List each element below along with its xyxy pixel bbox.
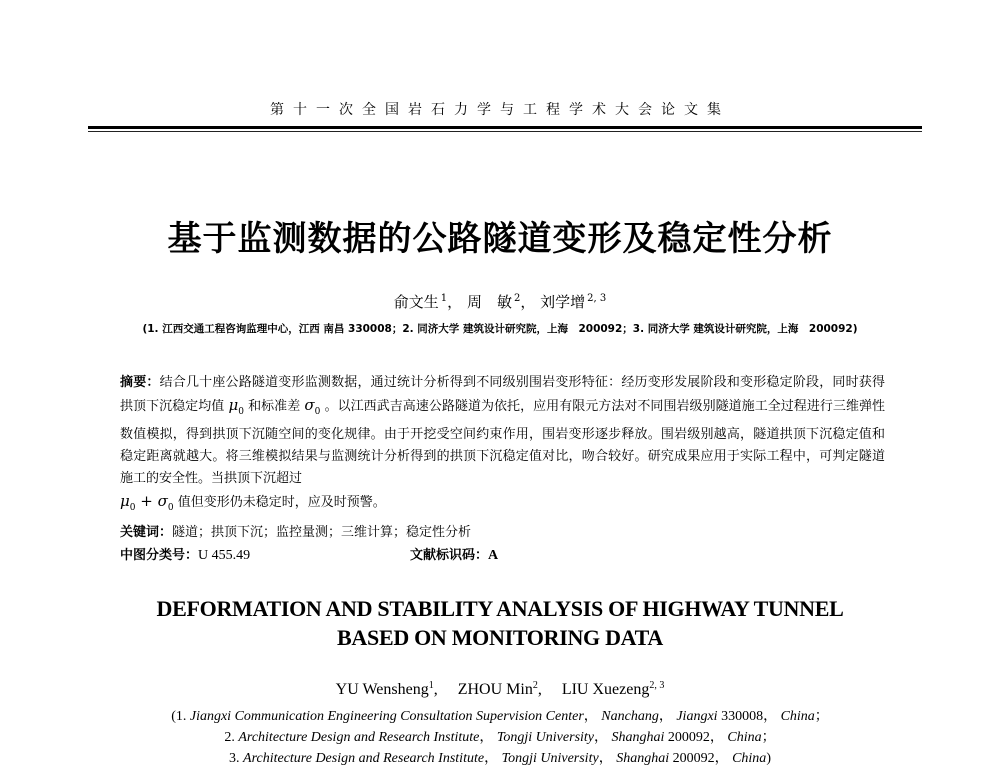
author-name: ZHOU Min xyxy=(457,681,533,698)
keywords-value: 隧道；拱顶下沉；监控量测；三维计算；稳定性分析 xyxy=(172,525,472,540)
affiliation-en xyxy=(0,727,1000,748)
affiliation-en xyxy=(0,706,1000,727)
math-symbol: μ xyxy=(120,492,130,511)
math-subscript: 0 xyxy=(238,407,244,418)
affiliations-cn: (1. 江西交通工程咨询监理中心，江西 南昌 330008；2. 同济大学 建筑设计研究院，上海 200092；3. 同济大学 建筑设计研究院，上海 200092) xyxy=(142,323,858,335)
abstract-text: 和标准差 xyxy=(243,399,305,415)
affil-postcode: 200092 xyxy=(669,751,715,766)
separator: ， xyxy=(714,751,733,766)
keywords-label: 关键词： xyxy=(120,525,173,540)
header-rule-thin xyxy=(88,131,922,132)
separator: ， xyxy=(447,293,463,311)
separator: ， xyxy=(709,730,728,745)
separator: ) xyxy=(766,751,771,766)
abstract xyxy=(120,372,885,520)
author-name: 刘学增 xyxy=(540,293,586,311)
clc-value: U 455.49 xyxy=(198,548,251,563)
separator: ， xyxy=(520,293,536,311)
affil-city: Tongji University xyxy=(496,730,595,745)
separator: ， xyxy=(583,709,602,724)
affil-postcode: 330008 xyxy=(717,709,764,724)
affil-institution: Architecture Design and Research Institute xyxy=(243,751,485,766)
separator: ， xyxy=(763,709,781,724)
affil-number: (1. xyxy=(171,709,190,724)
author-name: 俞文生 xyxy=(393,293,439,311)
separator: ， xyxy=(594,730,612,745)
separator: ， xyxy=(484,751,502,766)
affiliation-en xyxy=(0,748,1000,769)
separator: ， xyxy=(658,709,677,724)
author-name: LIU Xuezeng xyxy=(561,681,650,698)
abstract-label: 摘要： xyxy=(120,375,160,390)
affil-province: Shanghai xyxy=(616,751,670,766)
math-subscript: 0 xyxy=(314,407,321,418)
title-en-line-1: DEFORMATION AND STABILITY ANALYSIS OF HIGHWAY TUNNEL xyxy=(156,596,844,621)
author-affil-mark: 2 xyxy=(513,293,521,304)
affil-postcode: 200092 xyxy=(664,730,710,745)
affil-number: 3. xyxy=(229,751,244,766)
math-symbol: σ xyxy=(304,396,315,415)
author-name: YU Wensheng xyxy=(335,681,429,698)
affil-province: Jiangxi xyxy=(676,709,718,724)
math-symbol: σ xyxy=(157,492,168,511)
author-name: 周 敏 xyxy=(466,293,512,311)
separator: ， xyxy=(479,730,497,745)
doc-code-value: A xyxy=(488,548,499,563)
keywords xyxy=(120,523,900,543)
paper-title-cn: 基于监测数据的公路隧道变形及稳定性分析 xyxy=(167,219,833,259)
affil-country: China xyxy=(780,709,815,724)
math-operator: + xyxy=(135,492,158,511)
author-list-en: YU Wensheng$^1$, ZHOU Min$^2$, LIU Xuezeng$^{2, 3}$ xyxy=(335,680,665,698)
author-affil-mark: 1 xyxy=(440,293,448,304)
running-header: 第十一次全国岩石力学与工程学术大会论文集 xyxy=(270,102,730,118)
classification-line xyxy=(120,546,900,566)
author-affil-mark: 2 xyxy=(532,680,538,691)
affil-number: 2. xyxy=(224,730,239,745)
separator: ， xyxy=(598,751,617,766)
author-affil-mark: 1 xyxy=(428,680,434,691)
header-rule-thick xyxy=(88,126,922,129)
math-sigma0 xyxy=(304,396,321,418)
math-mu0 xyxy=(228,396,244,418)
abstract-text: 值但变形仍未稳定时，应及时预警。 xyxy=(173,495,386,511)
author-list-cn xyxy=(0,289,1000,312)
paper-title-en xyxy=(0,594,1000,652)
separator: ； xyxy=(761,730,776,745)
affil-institution: Architecture Design and Research Institute xyxy=(238,730,480,745)
affil-city: Nanchang xyxy=(601,709,659,724)
affil-city: Tongji University xyxy=(501,751,599,766)
math-mu0-plus-sigma0 xyxy=(120,492,174,514)
affil-institution: Jiangxi Communication Engineering Consultation Supervision Center xyxy=(189,709,584,724)
affil-country: China xyxy=(727,730,762,745)
math-symbol: μ xyxy=(228,396,239,415)
affil-province: Shanghai xyxy=(611,730,665,745)
abstract-text: 。以江西武吉高速公路隧道为依托，应用有限元方法对不同围岩级别隧道施工全过程进行三维弹性数值模拟，得到拱顶下沉随空间的变化规律。由于开挖受空间约束作用，围岩变形逐步释放。围岩级别越高，隧道拱顶下沉稳定值和稳定距离就越大。将三维模拟结果与监测统计分析得到的拱顶下沉稳定值对比，吻合较好。研究成果应用于实际工程中，可判定隧道施工的安全性。当拱顶下沉超过 xyxy=(120,399,886,487)
clc-label: 中图分类号： xyxy=(120,548,199,563)
math-subscript: 0 xyxy=(167,503,174,514)
separator: ； xyxy=(814,709,829,724)
math-subscript: 0 xyxy=(129,503,136,514)
doc-code-label: 文献标识码： xyxy=(410,548,489,563)
author-affil-mark: 2, 3 xyxy=(649,680,665,691)
affil-country: China xyxy=(732,751,767,766)
abstract-text: 结合几十座公路隧道变形监测数据，通过统计分析得到不同级别围岩变形特征：经历变形发展阶段和变形稳定阶段，同时获得拱顶下沉稳定均值 xyxy=(120,375,885,415)
author-affil-mark: 2, 3 xyxy=(587,293,607,304)
document-code xyxy=(410,546,498,566)
title-en-line-2: BASED ON MONITORING DATA xyxy=(337,625,663,650)
